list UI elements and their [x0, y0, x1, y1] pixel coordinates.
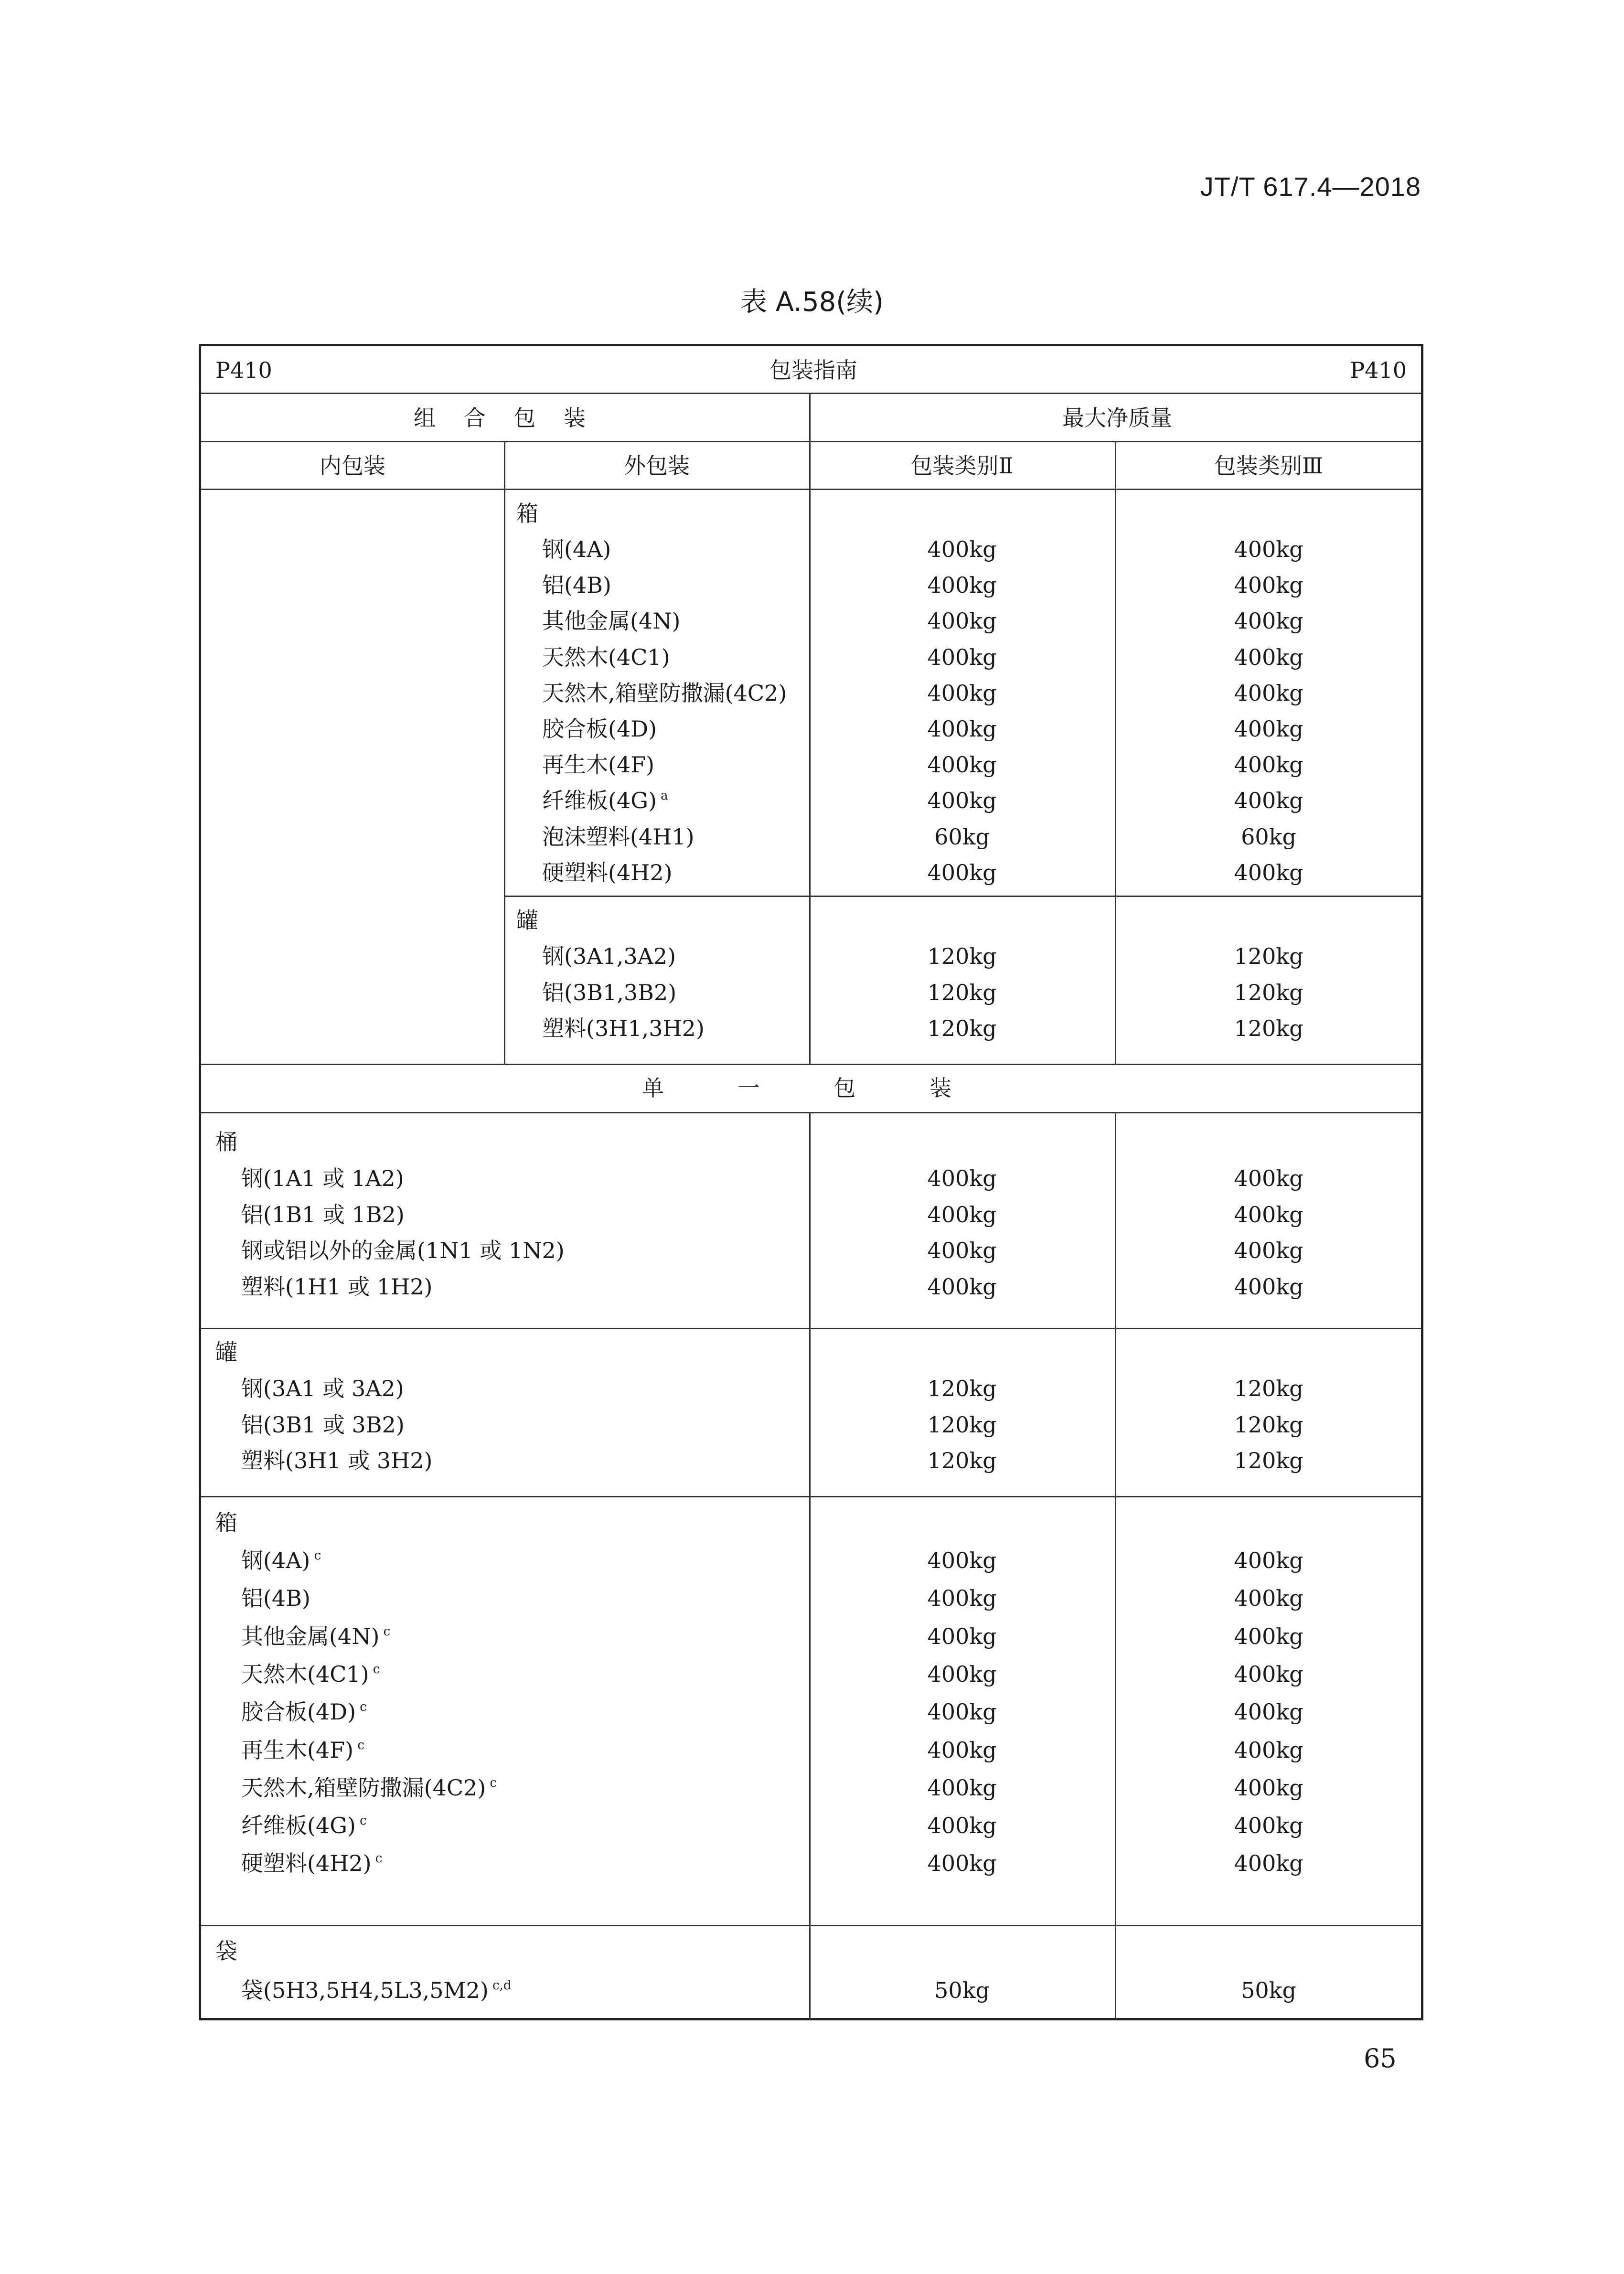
- footnote-marker: c,d: [488, 1978, 512, 1993]
- packaging-type: [542, 786, 668, 815]
- max-mass-pg2: 60kg: [934, 823, 990, 850]
- packaging-type-label: 天然木,箱壁防撒漏(4C2): [241, 1774, 486, 1801]
- footnote-marker: a: [656, 789, 668, 803]
- max-mass-pg3: 400kg: [1234, 1201, 1303, 1228]
- group-heading: 袋: [215, 1938, 237, 1964]
- packaging-type-label: 硬塑料(4H2): [241, 1850, 372, 1877]
- packaging-type: [542, 942, 676, 971]
- footnote-marker: c: [353, 1738, 364, 1752]
- packing-group-iii-header: 包装类别Ⅲ: [1214, 453, 1324, 479]
- max-mass-pg3: 120kg: [1234, 1015, 1303, 1041]
- packaging-type: [241, 1697, 367, 1726]
- max-mass-pg3: 400kg: [1234, 608, 1303, 634]
- max-net-mass-label: 最大净质量: [1062, 405, 1172, 431]
- max-mass-pg3: 400kg: [1234, 1774, 1303, 1801]
- page-number: 65: [1364, 2043, 1397, 2073]
- row-divider: [201, 393, 1421, 394]
- column-divider: [1115, 1112, 1116, 2020]
- max-mass-pg3: 400kg: [1234, 1585, 1303, 1612]
- max-mass-pg2: 400kg: [927, 788, 997, 814]
- row-divider: [201, 441, 1421, 442]
- max-mass-pg2: 400kg: [927, 608, 997, 634]
- combined-packaging-label: 组 合 包 装: [414, 405, 596, 431]
- packaging-type-label: 铝(3B1,3B2): [542, 979, 677, 1005]
- packaging-type-label: 天然木(4C1): [241, 1661, 369, 1687]
- packaging-type-label: 铝(3B1 或 3B2): [241, 1411, 405, 1438]
- max-mass-pg3: 400kg: [1234, 536, 1303, 562]
- packaging-type-label: 胶合板(4D): [542, 716, 657, 742]
- row-divider: [201, 1064, 1421, 1065]
- column-divider: [809, 1112, 811, 2020]
- row-divider: [201, 489, 1421, 490]
- max-mass-pg3: 400kg: [1234, 752, 1303, 778]
- packaging-type: [542, 607, 680, 635]
- max-mass-pg2: 400kg: [927, 1585, 997, 1612]
- max-mass-pg2: 400kg: [927, 1850, 997, 1877]
- max-mass-pg2: 400kg: [927, 716, 997, 742]
- row-divider: [201, 1925, 1421, 1926]
- document-code: JT/T 617.4—2018: [1200, 171, 1421, 202]
- max-mass-pg3: 120kg: [1234, 943, 1303, 969]
- packaging-type: [241, 1446, 432, 1475]
- max-mass-pg2: 400kg: [927, 1238, 997, 1263]
- packaging-type-label: 钢(1A1 或 1A2): [241, 1165, 404, 1191]
- footnote-marker: c: [310, 1548, 321, 1563]
- max-mass-pg2: 120kg: [927, 1015, 997, 1041]
- footnote-marker: c: [356, 1700, 367, 1715]
- max-mass-pg2: 400kg: [927, 1548, 997, 1573]
- row-divider: [201, 1112, 1421, 1113]
- packaging-type: [241, 1546, 321, 1575]
- max-mass-pg2: 50kg: [934, 1977, 990, 2003]
- footnote-marker: c: [355, 1814, 367, 1828]
- max-mass-pg3: 400kg: [1234, 1273, 1303, 1300]
- packaging-type: [241, 1811, 367, 1840]
- max-mass-pg2: 120kg: [927, 943, 997, 969]
- max-mass-pg3: 400kg: [1234, 1699, 1303, 1725]
- packaging-type-label: 泡沫塑料(4H1): [542, 823, 694, 850]
- max-mass-pg3: 400kg: [1234, 788, 1303, 814]
- instruction-code-left: P410: [215, 357, 272, 383]
- max-mass-pg2: 400kg: [927, 1699, 997, 1725]
- footnote-marker: c: [371, 1851, 383, 1866]
- row-divider: [201, 1496, 1421, 1497]
- packaging-type-label: 纤维板(4G): [241, 1813, 356, 1839]
- max-mass-pg2: 400kg: [927, 752, 997, 778]
- inner-packaging-header: 内包装: [320, 453, 385, 479]
- max-mass-pg3: 120kg: [1234, 1411, 1303, 1438]
- max-mass-pg3: 120kg: [1234, 1448, 1303, 1473]
- max-mass-pg3: 400kg: [1234, 1813, 1303, 1839]
- packaging-type: [241, 1584, 310, 1612]
- packaging-type: [241, 1773, 497, 1802]
- packaging-type: [241, 1622, 390, 1651]
- max-mass-pg3: 400kg: [1234, 716, 1303, 742]
- max-mass-pg3: 400kg: [1234, 1850, 1303, 1877]
- max-mass-pg3: 400kg: [1234, 1737, 1303, 1763]
- max-mass-pg2: 400kg: [927, 859, 997, 886]
- max-mass-pg3: 400kg: [1234, 859, 1303, 886]
- packaging-type: [241, 1164, 404, 1193]
- packaging-type-label: 纤维板(4G): [542, 788, 657, 814]
- max-mass-pg3: 400kg: [1234, 1165, 1303, 1191]
- row-divider: [201, 1328, 1421, 1329]
- max-mass-pg2: 400kg: [927, 680, 997, 706]
- packaging-type-label: 胶合板(4D): [241, 1699, 356, 1725]
- packaging-type-label: 塑料(3H1 或 3H2): [241, 1448, 433, 1473]
- packaging-type-label: 铝(4B): [241, 1585, 310, 1612]
- max-mass-pg2: 400kg: [927, 1661, 997, 1687]
- max-mass-pg3: 120kg: [1234, 979, 1303, 1005]
- group-heading: 桶: [215, 1129, 237, 1155]
- max-mass-pg3: 400kg: [1234, 1238, 1303, 1263]
- packing-instruction-table: [199, 344, 1423, 2020]
- packaging-type-label: 天然木,箱壁防撒漏(4C2): [542, 680, 787, 706]
- packaging-type-label: 铝(4B): [542, 572, 611, 598]
- packaging-type-label: 铝(1B1 或 1B2): [241, 1201, 405, 1228]
- packaging-type-label: 钢(4A): [542, 536, 611, 562]
- packaging-type: [542, 978, 676, 1007]
- packaging-type: [542, 679, 787, 707]
- single-packaging-label: 单 一 包 装: [642, 1075, 985, 1101]
- packaging-type: [241, 1374, 404, 1403]
- packaging-type-label: 塑料(3H1,3H2): [542, 1015, 705, 1041]
- footnote-marker: c: [486, 1775, 497, 1790]
- max-mass-pg2: 400kg: [927, 1623, 997, 1649]
- max-mass-pg3: 400kg: [1234, 1548, 1303, 1573]
- packaging-type: [241, 1976, 512, 2005]
- packaging-type-label: 再生木(4F): [542, 752, 655, 778]
- column-divider: [809, 393, 811, 1064]
- packaging-type: [542, 643, 670, 672]
- max-mass-pg3: 60kg: [1241, 823, 1296, 850]
- packaging-type-label: 天然木(4C1): [542, 644, 670, 670]
- packaging-type: [542, 571, 611, 599]
- max-mass-pg2: 400kg: [927, 644, 997, 670]
- packaging-type: [241, 1272, 432, 1301]
- packaging-type-label: 塑料(1H1 或 1H2): [241, 1273, 433, 1300]
- packaging-type: [542, 715, 657, 743]
- packing-group-ii-header: 包装类别Ⅱ: [910, 453, 1014, 479]
- max-mass-pg2: 400kg: [927, 1774, 997, 1801]
- table-header-title: 包装指南: [769, 357, 857, 383]
- packaging-type: [241, 1736, 364, 1764]
- column-divider: [504, 441, 505, 1064]
- max-mass-pg2: 400kg: [927, 1813, 997, 1839]
- packaging-type: [542, 822, 694, 851]
- group-heading: 罐: [516, 907, 538, 933]
- packaging-type-label: 其他金属(4N): [241, 1623, 380, 1649]
- max-mass-pg2: 400kg: [927, 1273, 997, 1300]
- packaging-type-label: 其他金属(4N): [542, 608, 681, 634]
- group-heading: 箱: [516, 501, 538, 526]
- packaging-type-label: 再生木(4F): [241, 1737, 354, 1763]
- packaging-type-label: 钢(3A1,3A2): [542, 943, 676, 969]
- packaging-type: [542, 750, 654, 779]
- packaging-type-label: 钢(4A): [241, 1548, 310, 1573]
- packaging-type: [241, 1410, 405, 1439]
- max-mass-pg2: 400kg: [927, 1165, 997, 1191]
- packaging-type-label: 袋(5H3,5H4,5L3,5M2): [241, 1977, 489, 2003]
- max-mass-pg3: 120kg: [1234, 1376, 1303, 1401]
- table-title: 表 A.58(续): [740, 287, 884, 318]
- max-mass-pg3: 400kg: [1234, 644, 1303, 670]
- max-mass-pg2: 400kg: [927, 572, 997, 598]
- packaging-type-label: 钢或铝以外的金属(1N1 或 1N2): [241, 1238, 565, 1263]
- footnote-marker: c: [379, 1624, 391, 1639]
- row-divider: [504, 896, 1421, 897]
- footnote-marker: c: [369, 1662, 380, 1676]
- outer-packaging-header: 外包装: [624, 453, 690, 479]
- instruction-code-right: P410: [1350, 357, 1407, 383]
- packaging-type: [542, 535, 611, 564]
- max-mass-pg3: 50kg: [1241, 1977, 1296, 2003]
- packaging-type: [241, 1236, 565, 1265]
- packaging-type: [241, 1849, 382, 1878]
- max-mass-pg2: 400kg: [927, 536, 997, 562]
- packaging-type-label: 硬塑料(4H2): [542, 859, 673, 886]
- max-mass-pg2: 120kg: [927, 979, 997, 1005]
- packaging-type: [241, 1660, 380, 1688]
- packaging-type: [241, 1200, 405, 1229]
- packaging-type: [542, 858, 673, 887]
- max-mass-pg2: 120kg: [927, 1448, 997, 1473]
- packaging-type: [542, 1014, 705, 1043]
- packaging-type-label: 钢(3A1 或 3A2): [241, 1376, 404, 1401]
- max-mass-pg2: 120kg: [927, 1376, 997, 1401]
- max-mass-pg2: 400kg: [927, 1737, 997, 1763]
- max-mass-pg3: 400kg: [1234, 1623, 1303, 1649]
- max-mass-pg3: 400kg: [1234, 572, 1303, 598]
- max-mass-pg3: 400kg: [1234, 1661, 1303, 1687]
- group-heading: 箱: [215, 1510, 237, 1536]
- column-divider: [1115, 441, 1116, 1064]
- max-mass-pg2: 120kg: [927, 1411, 997, 1438]
- max-mass-pg2: 400kg: [927, 1201, 997, 1228]
- max-mass-pg3: 400kg: [1234, 680, 1303, 706]
- group-heading: 罐: [215, 1339, 237, 1365]
